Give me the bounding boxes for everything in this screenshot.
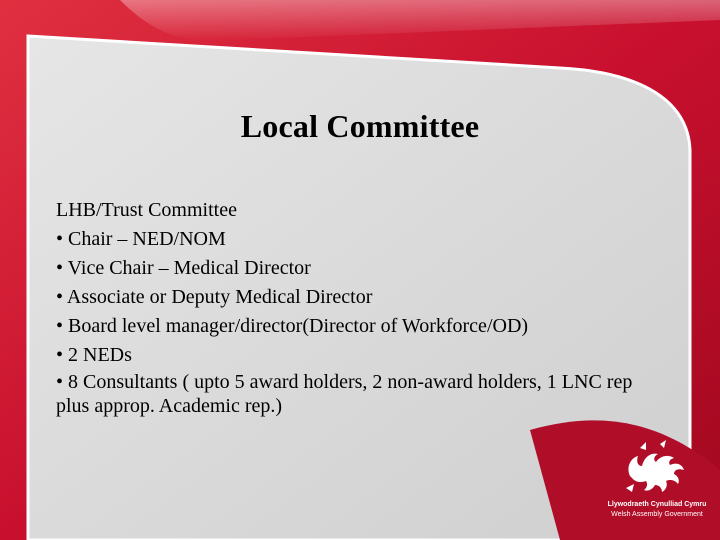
bullet-item: • Board level manager/director(Director of Workforce/OD) [56,315,529,337]
bullet-item: • 2 NEDs [56,344,132,366]
body-heading: LHB/Trust Committee [56,199,237,221]
bullet-item: • Associate or Deputy Medical Director [56,286,373,308]
slide-title: Local Committee [240,108,480,144]
slide-body [56,196,656,418]
welsh-assembly-logo [598,438,716,536]
bullet-item: • Chair – NED/NOM [56,228,226,250]
logo-text-english: Welsh Assembly Government [611,511,703,518]
logo-text [598,500,716,520]
welsh-dragon-icon [620,438,694,498]
bullet-item: • Vice Chair – Medical Director [56,257,311,279]
logo-text-welsh: Llywodraeth Cynulliad Cymru [607,501,707,508]
bullet-item: • 8 Consultants ( upto 5 award holders, 2 non-award holders, 1 LNC rep plus approp. Academic rep.) [56,371,633,417]
